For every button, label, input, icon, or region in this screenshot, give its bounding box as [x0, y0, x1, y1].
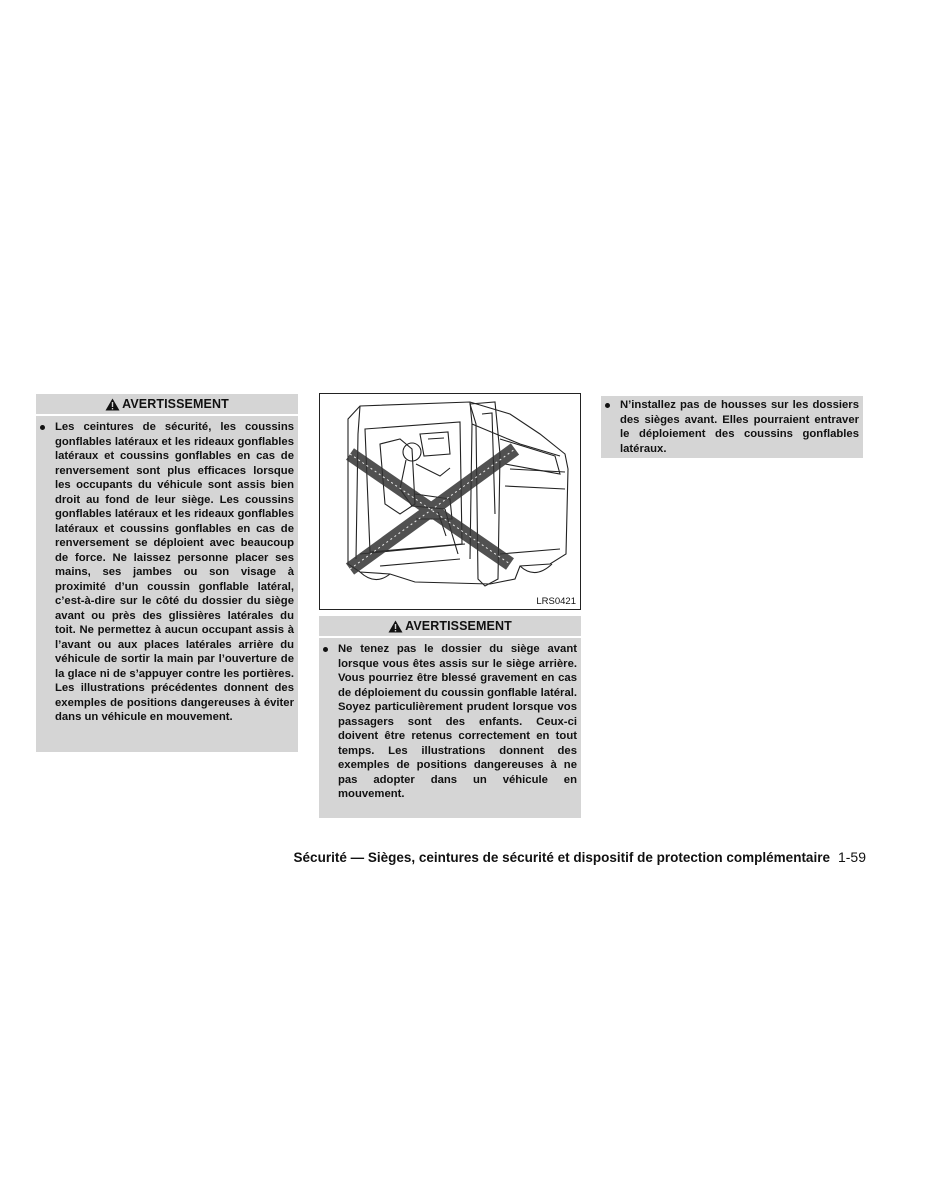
warning-title: AVERTISSEMENT [122, 397, 229, 411]
warning-bullet [40, 420, 294, 725]
warning-box-left [36, 394, 298, 752]
warning-text: N’installez pas de housses sur les dossiers des sièges avant. Elles pourraient entraver le déploiement des coussins gonflables latéraux. [620, 399, 859, 455]
page-number: 1-59 [837, 849, 866, 865]
car-seat-illustration [320, 394, 580, 609]
warning-bullet [323, 642, 577, 802]
figure-label: LRS0421 [536, 596, 576, 607]
warning-header [36, 394, 298, 416]
bullet-dot [40, 425, 45, 430]
warning-title: AVERTISSEMENT [405, 619, 512, 633]
figure-illustration [319, 393, 581, 610]
warning-text: Ne tenez pas le dossier du siège avant lorsque vous êtes assis sur le siège arrière. Vous pourriez être blessé gravement en cas de déploiement du coussin gonflable latéral. Soyez particulièrement prudent lorsque vos passagers sont des enfants. Ceux-ci doivent être retenus correctement en tout temps. Les illustrations donnent des exemples de positions dangereuses à ne pas adopter dans un véhicule en mouvement. [338, 643, 577, 800]
warning-triangle-icon [388, 620, 403, 633]
footer-section-title: Sécurité — Sièges, ceintures de sécurité et dispositif de protection complémentaire [293, 850, 830, 865]
bullet-dot [323, 647, 328, 652]
warning-header [319, 616, 581, 638]
bullet-dot [605, 403, 610, 408]
warning-text: Les ceintures de sécurité, les coussins gonflables latéraux et les rideaux gonflables latéraux et coussins gonflables en cas de renversement sont plus efficaces lorsque les occupants du véhicule sont assis bien droit au fond de leur siège. Les coussins gonflables latéraux et les rideaux gonflables latéraux et coussins gonflables en cas de renversement se déploient avec beaucoup de force. Ne laissez personne placer ses mains, ses jambes ou son visage à proximité d’un coussin gonflable latéral, c’est-à-dire sur le côté du dossier du siège avant ou près des glissières latérales du toit. Ne permettez à aucun occupant assis à l’avant ou aux places latérales arrière du véhicule de sortir la main par l’ouverture de la glace ni de s’appuyer contre les portières. Les illustrations précédentes donnent des exemples de positions dangereuses à éviter dans un véhicule en mouvement. [55, 421, 294, 723]
warning-bullet [605, 398, 859, 456]
warning-box-middle [319, 616, 581, 818]
page-footer [0, 849, 866, 865]
warning-box-right [601, 396, 863, 458]
warning-triangle-icon [105, 398, 120, 411]
